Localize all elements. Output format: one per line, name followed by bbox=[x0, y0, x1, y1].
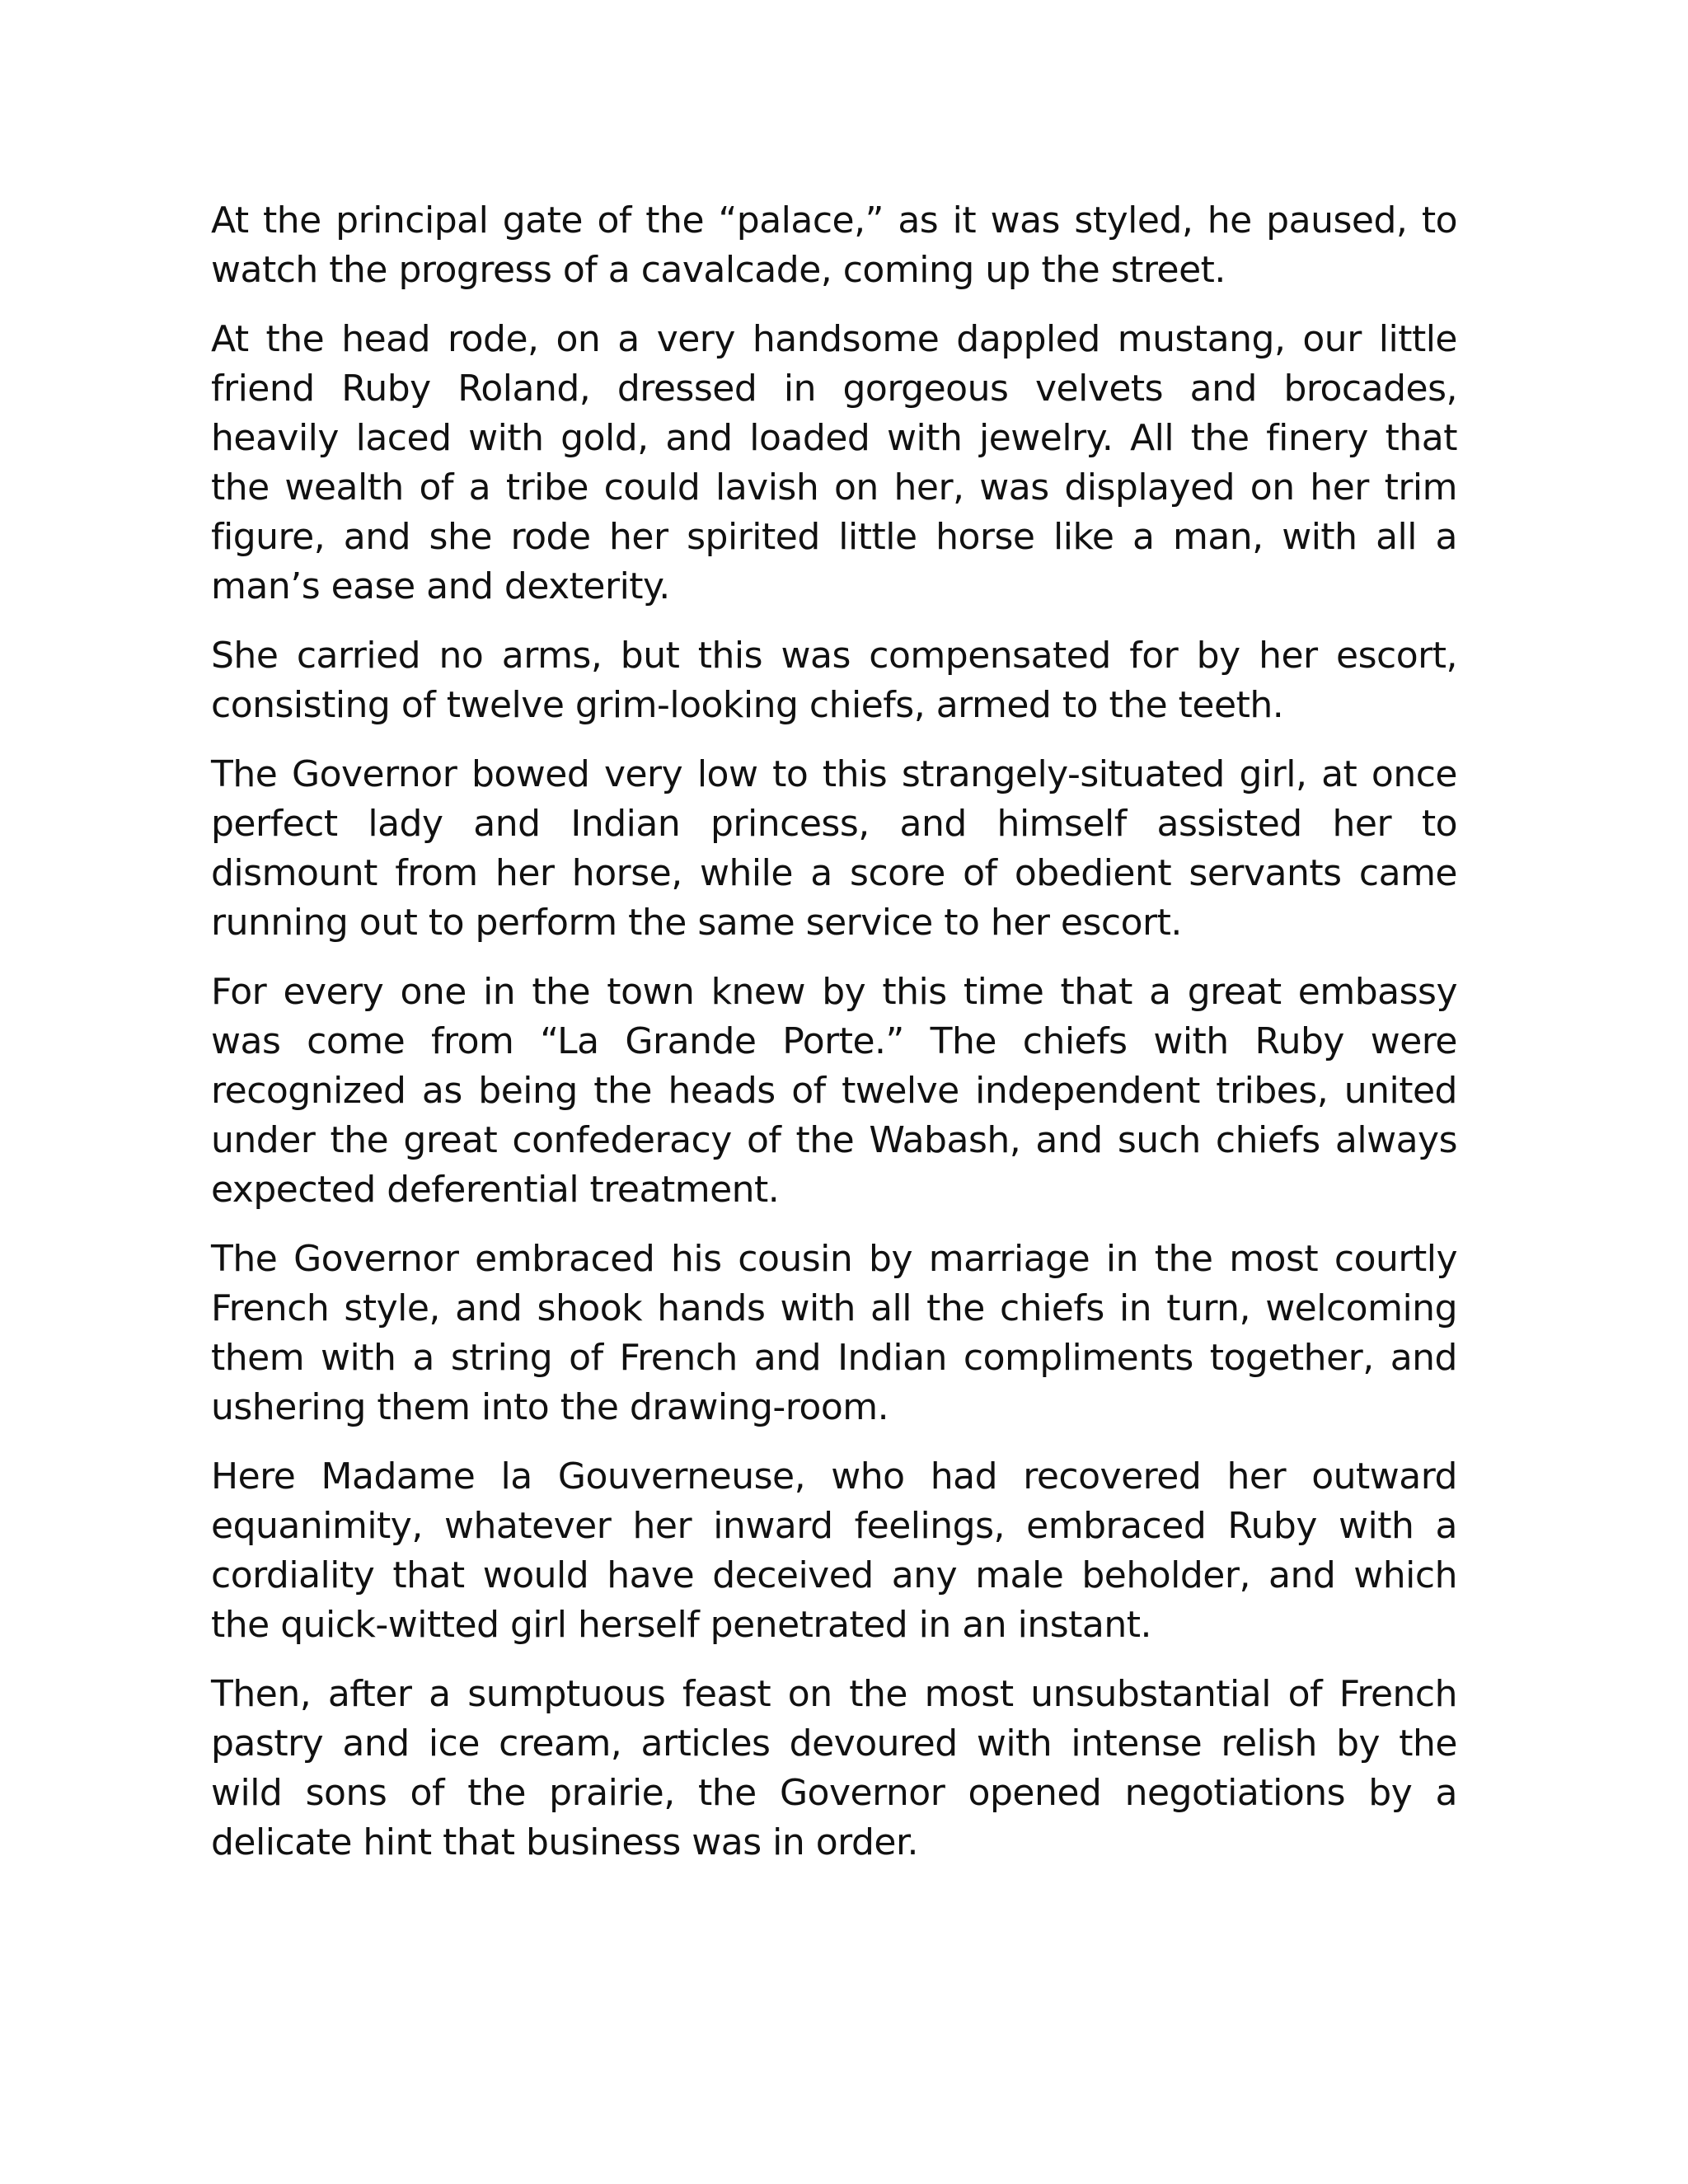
paragraph-5: For every one in the town knew by this time that a great embassy was come from “La Grande Porte.” The chiefs with Ruby were recognized as being the heads of twelve independent tribes, united under the great confederacy of the Wabash, and such chiefs always expected deferential treatment. bbox=[211, 971, 1457, 1211]
paragraph-7: Here Madame la Gouverneuse, who had recovered her outward equanimity, whatever her inward feelings, embraced Ruby with a cordiality that would have deceived any male beholder, and which the quick-witted girl herself penetrated in an instant. bbox=[211, 1455, 1457, 1646]
paragraph-8: Then, after a sumptuous feast on the most unsubstantial of French pastry and ice cream, articles devoured with intense relish by the wild sons of the prairie, the Governor opened negotiations by a delicate hint that business was in order. bbox=[211, 1673, 1457, 1863]
paragraph-6: The Governor embraced his cousin by marriage in the most courtly French style, and shook hands with all the chiefs in turn, welcoming them with a string of French and Indian compliments together, and ushering them into the drawing-room. bbox=[211, 1238, 1457, 1428]
paragraph-3: She carried no arms, but this was compensated for by her escort, consisting of twelve grim-looking chiefs, armed to the teeth. bbox=[211, 635, 1457, 726]
paragraph-4: The Governor bowed very low to this strangely-situated girl, at once perfect lady and Indian princess, and himself assisted her to dismount from her horse, while a score of obedient servants came running out to perform the same service to her escort. bbox=[211, 753, 1457, 944]
paragraph-1: At the principal gate of the “palace,” as it was styled, he paused, to watch the progress of a cavalcade, coming up the street. bbox=[211, 199, 1457, 291]
body-text bbox=[211, 196, 1457, 1887]
paragraph-2: At the head rode, on a very handsome dappled mustang, our little friend Ruby Roland, dressed in gorgeous velvets and brocades, heavily laced with gold, and loaded with jewelry. All the finery that the wealth of a tribe could lavish on her, was displayed on her trim figure, and she rode her spirited little horse like a man, with all a man’s ease and dexterity. bbox=[211, 318, 1457, 607]
